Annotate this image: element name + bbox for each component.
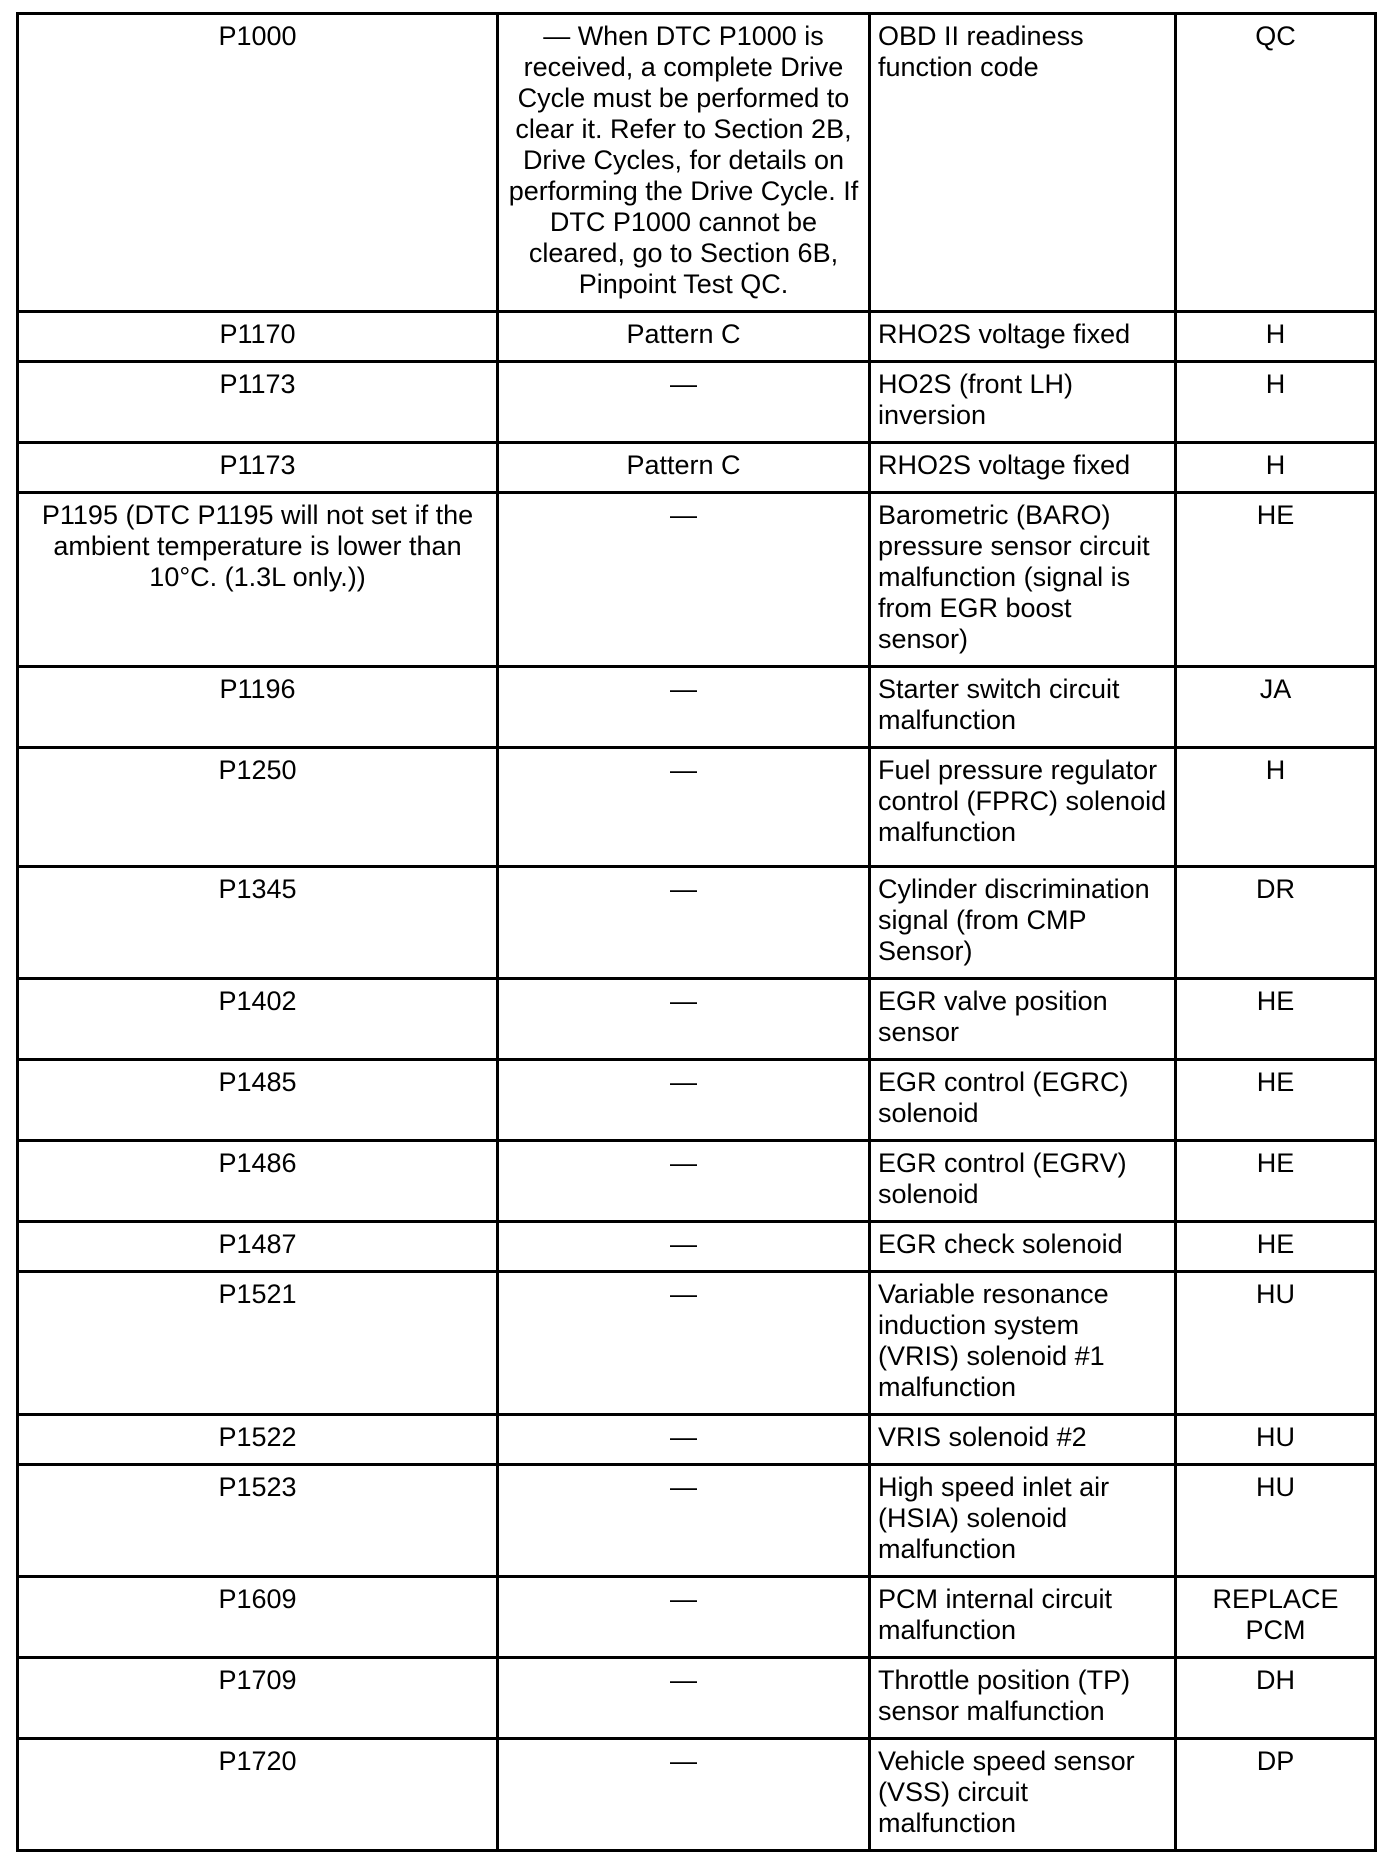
table-row <box>18 867 1376 979</box>
pattern-cell: — <box>498 1060 870 1141</box>
table-row <box>18 312 1376 362</box>
table-row <box>18 1222 1376 1272</box>
table-row <box>18 748 1376 867</box>
pinpoint-test-cell: HU <box>1176 1465 1376 1577</box>
table-row <box>18 1272 1376 1415</box>
pattern-cell: — When DTC P1000 is received, a complete Drive Cycle must be performed to clear it. Refer to Section 2B, Drive Cycles, for details on performing the Drive Cycle. If DTC P1000 cannot be cleared, go to Section 6B, Pinpoint Test QC. <box>498 14 870 312</box>
dtc-code-cell: P1173 <box>18 443 498 493</box>
description-cell: Variable resonance induction system (VRIS) solenoid #1 malfunction <box>870 1272 1176 1415</box>
pinpoint-test-cell: HE <box>1176 1060 1376 1141</box>
dtc-code-cell: P1486 <box>18 1141 498 1222</box>
table-row <box>18 1465 1376 1577</box>
pinpoint-test-cell: H <box>1176 312 1376 362</box>
pinpoint-test-cell: HE <box>1176 1222 1376 1272</box>
description-cell: Fuel pressure regulator control (FPRC) solenoid malfunction <box>870 748 1176 867</box>
pattern-cell: — <box>498 1577 870 1658</box>
dtc-code-cell: P1170 <box>18 312 498 362</box>
table-row <box>18 1141 1376 1222</box>
table-row <box>18 1739 1376 1851</box>
description-cell: OBD II readiness function code <box>870 14 1176 312</box>
pattern-cell: — <box>498 1465 870 1577</box>
table-row <box>18 493 1376 667</box>
description-cell: EGR check solenoid <box>870 1222 1176 1272</box>
pattern-cell: — <box>498 362 870 443</box>
dtc-code-cell: P1485 <box>18 1060 498 1141</box>
dtc-code-cell: P1000 <box>18 14 498 312</box>
pinpoint-test-cell: JA <box>1176 667 1376 748</box>
pinpoint-test-cell: DH <box>1176 1658 1376 1739</box>
pattern-cell: — <box>498 1739 870 1851</box>
dtc-code-cell: P1609 <box>18 1577 498 1658</box>
dtc-code-cell: P1250 <box>18 748 498 867</box>
pinpoint-test-cell: QC <box>1176 14 1376 312</box>
pattern-cell: — <box>498 979 870 1060</box>
description-cell: HO2S (front LH) inversion <box>870 362 1176 443</box>
pattern-cell: — <box>498 867 870 979</box>
pinpoint-test-cell: HE <box>1176 979 1376 1060</box>
dtc-code-cell: P1173 <box>18 362 498 443</box>
pattern-cell: — <box>498 1222 870 1272</box>
description-cell: Vehicle speed sensor (VSS) circuit malfunction <box>870 1739 1176 1851</box>
description-cell: High speed inlet air (HSIA) solenoid malfunction <box>870 1465 1176 1577</box>
pinpoint-test-cell: DR <box>1176 867 1376 979</box>
description-cell: VRIS solenoid #2 <box>870 1415 1176 1465</box>
table-row <box>18 1415 1376 1465</box>
pattern-cell: — <box>498 667 870 748</box>
description-cell: PCM internal circuit malfunction <box>870 1577 1176 1658</box>
dtc-code-cell: P1196 <box>18 667 498 748</box>
pinpoint-test-cell: H <box>1176 748 1376 867</box>
dtc-table-body <box>18 14 1376 1851</box>
dtc-code-cell: P1487 <box>18 1222 498 1272</box>
description-cell: Throttle position (TP) sensor malfunction <box>870 1658 1176 1739</box>
description-cell: EGR control (EGRC) solenoid <box>870 1060 1176 1141</box>
dtc-code-cell: P1709 <box>18 1658 498 1739</box>
dtc-code-cell: P1523 <box>18 1465 498 1577</box>
dtc-code-cell: P1720 <box>18 1739 498 1851</box>
table-row <box>18 667 1376 748</box>
description-cell: Barometric (BARO) pressure sensor circuit malfunction (signal is from EGR boost sensor) <box>870 493 1176 667</box>
table-row <box>18 1060 1376 1141</box>
pinpoint-test-cell: HU <box>1176 1272 1376 1415</box>
table-row <box>18 14 1376 312</box>
pinpoint-test-cell: DP <box>1176 1739 1376 1851</box>
dtc-table <box>16 12 1377 1852</box>
description-cell: Cylinder discrimination signal (from CMP Sensor) <box>870 867 1176 979</box>
dtc-code-cell: P1521 <box>18 1272 498 1415</box>
table-row <box>18 1658 1376 1739</box>
table-row <box>18 362 1376 443</box>
pattern-cell: — <box>498 748 870 867</box>
pinpoint-test-cell: HE <box>1176 493 1376 667</box>
pattern-cell: — <box>498 1658 870 1739</box>
dtc-code-cell: P1522 <box>18 1415 498 1465</box>
pinpoint-test-cell: REPLACE PCM <box>1176 1577 1376 1658</box>
description-cell: Starter switch circuit malfunction <box>870 667 1176 748</box>
pinpoint-test-cell: H <box>1176 362 1376 443</box>
dtc-code-cell: P1345 <box>18 867 498 979</box>
pinpoint-test-cell: H <box>1176 443 1376 493</box>
pinpoint-test-cell: HU <box>1176 1415 1376 1465</box>
pattern-cell: — <box>498 493 870 667</box>
table-row <box>18 1577 1376 1658</box>
pattern-cell: — <box>498 1141 870 1222</box>
pinpoint-test-cell: HE <box>1176 1141 1376 1222</box>
table-row <box>18 979 1376 1060</box>
dtc-code-cell: P1195 (DTC P1195 will not set if the ambient temperature is lower than 10°C. (1.3L only.)) <box>18 493 498 667</box>
pattern-cell: — <box>498 1415 870 1465</box>
description-cell: RHO2S voltage fixed <box>870 443 1176 493</box>
description-cell: EGR valve position sensor <box>870 979 1176 1060</box>
pattern-cell: Pattern C <box>498 312 870 362</box>
description-cell: RHO2S voltage fixed <box>870 312 1176 362</box>
pattern-cell: Pattern C <box>498 443 870 493</box>
description-cell: EGR control (EGRV) solenoid <box>870 1141 1176 1222</box>
table-row <box>18 443 1376 493</box>
pattern-cell: — <box>498 1272 870 1415</box>
dtc-code-cell: P1402 <box>18 979 498 1060</box>
